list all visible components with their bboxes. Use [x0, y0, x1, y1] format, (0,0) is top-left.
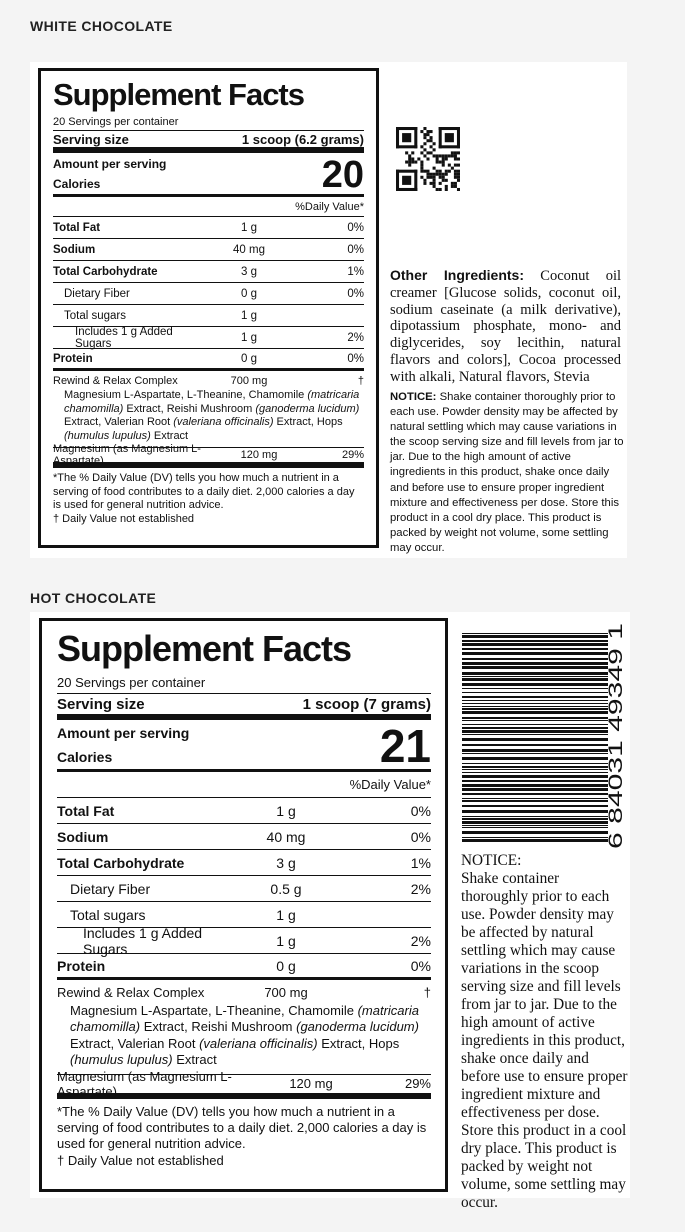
magnesium-row [57, 1068, 431, 1099]
nutrient-amount: 40 mg [266, 828, 306, 845]
magnesium-dv: 29% [341, 449, 364, 461]
complex-dv: † [357, 375, 364, 387]
serving-size-row [53, 131, 364, 153]
complex-amount: 700 mg [230, 375, 268, 387]
section-title-white-chocolate: WHITE CHOCOLATE [30, 18, 173, 34]
complex-amount: 700 mg [264, 985, 308, 1000]
complex-row [57, 980, 431, 1000]
serving-size-label: Serving size [57, 695, 145, 713]
other-ingredients [390, 267, 621, 386]
nutrient-name: Total Carbohydrate [57, 854, 185, 871]
complex-ingredient-part: Magnesium L-Aspartate, L-Theanine, Chamomile [64, 389, 308, 401]
nutrient-daily-value: 1% [410, 854, 431, 871]
nutrient-amount: 1 g [241, 221, 257, 234]
complex-ingredients [53, 387, 364, 448]
complex-dv: † [423, 985, 431, 1000]
complex-ingredient-part: Extract, Valerian Root [70, 1035, 200, 1051]
nutrient-daily-value: 0% [410, 957, 431, 974]
complex-name: Rewind & Relax Complex [53, 375, 178, 387]
complex-name: Rewind & Relax Complex [57, 985, 205, 1000]
complex-ingredient-part: (matricaria chamomilla) [64, 389, 360, 415]
other-ingredients-label: Other Ingredients: [390, 267, 524, 283]
nutrient-daily-value: 1% [347, 265, 364, 278]
notice-text: Shake container thoroughly prior to each use. Powder density may be affected by natural settling which may cause variations in the scoop serving size and fill levels from jar to jar. Due to the high amount of active ingredients in this product, shake once daily and before use to ensure proper ingredient mixture and effectiveness per dose. Store this product in a cool dry place. This product is packed by weight not volume, some settling may occur. [461, 870, 628, 1211]
nutrient-name: Includes 1 g Added Sugars [83, 924, 203, 957]
complex-ingredient-part: Extract, Valerian Root [64, 416, 174, 428]
magnesium-row [53, 443, 364, 468]
nutrient-name: Total Fat [53, 221, 101, 234]
footnote: *The % Daily Value (DV) tells you how much a nutrient in a serving of food contributes to a daily diet. 2,000 calories a day is used for general nutrition advice. [57, 1103, 427, 1152]
nutrient-row [53, 239, 364, 261]
complex-ingredient-part: (valeriana officinalis) [173, 416, 274, 428]
calories-label: Calories [57, 749, 113, 765]
nutrient-amount: 0 g [241, 287, 257, 300]
nutrient-row [57, 850, 431, 876]
nutrient-row [53, 349, 364, 371]
notice-label: NOTICE: [390, 391, 437, 403]
complex-ingredient-part: (matricaria chamomilla) [70, 1003, 419, 1035]
serving-size-value: 1 scoop (6.2 grams) [241, 131, 364, 147]
servings-per-container: 20 Servings per container [57, 667, 431, 694]
nutrient-name: Protein [53, 352, 93, 365]
magnesium-name: Magnesium (as Magnesium L-Aspartate) [53, 443, 201, 467]
supplement-facts-title: Supplement Facts [53, 77, 304, 112]
other-ingredients-text: Coconut oil creamer [Glucose solids, coconut oil, sodium caseinate (a milk derivative), dipotassium phosphate, mono- and diglycerides, soy lecithin, natural flavors and colors], Cocoa processed with alkali, Natural flavors, Stevia [390, 268, 621, 385]
white-supplement-facts [38, 68, 379, 548]
complex-ingredient-part: Extract [150, 429, 189, 442]
nutrient-amount: 3 g [276, 854, 296, 871]
footnote-dv-not-established: † Daily Value not established [53, 512, 195, 525]
calories-row [53, 153, 364, 197]
notice-text: Shake container thoroughly prior to each use. Powder density may be affected by natural settling which may cause variations in the scoop serving size and fill levels from jar to jar. Due to the high amount of active ingredients in this product, shake once daily and before use to ensure proper ingredient mixture and effectiveness per dose. Store this product in a cool dry place. This product is packed by weight not volume, some settling may occur. [390, 391, 624, 554]
serving-size-label: Serving size [53, 131, 129, 147]
notice-white [390, 390, 624, 556]
nutrient-row [53, 217, 364, 239]
nutrient-name: Sodium [57, 828, 109, 845]
nutrient-daily-value: 0% [410, 828, 431, 845]
calories-value: 20 [321, 154, 364, 196]
nutrient-rows [57, 798, 431, 980]
nutrient-name: Sodium [53, 243, 96, 256]
footnote: *The % Daily Value (DV) tells you how much a nutrient in a serving of food contributes to a daily diet. 2,000 calories a day is used for general nutrition advice. [53, 472, 355, 511]
nutrient-row [57, 954, 431, 980]
servings-per-container: 20 Servings per container [53, 110, 364, 131]
nutrient-daily-value: 2% [410, 932, 431, 949]
daily-value-header: %Daily Value* [53, 197, 364, 217]
nutrient-amount: 1 g [241, 309, 257, 322]
nutrient-daily-value: 0% [347, 221, 364, 234]
nutrient-daily-value: 0% [347, 352, 364, 365]
complex-ingredient-part: Extract [172, 1052, 217, 1068]
magnesium-name: Magnesium (as Magnesium L-Aspartate) [57, 1068, 232, 1099]
notice-label: NOTICE: [461, 852, 522, 869]
nutrient-amount: 3 g [241, 265, 257, 278]
nutrient-name: Includes 1 g Added Sugars [75, 325, 173, 350]
complex-ingredient-part: Extract, Reishi Mushroom [123, 402, 256, 415]
nutrient-amount: 1 g [276, 932, 296, 949]
nutrient-name: Total sugars [70, 906, 146, 923]
amount-per-serving-label: Amount per serving [57, 725, 190, 741]
nutrient-amount: 1 g [241, 331, 257, 344]
serving-size-value: 1 scoop (7 grams) [302, 695, 431, 713]
nutrient-amount: 1 g [276, 802, 296, 819]
qr-code-icon [396, 127, 460, 191]
magnesium-dv: 29% [404, 1076, 431, 1092]
nutrient-row [53, 283, 364, 305]
complex-ingredient-part: Magnesium L-Aspartate, L-Theanine, Chamomile [70, 1003, 358, 1018]
notice-hot [461, 852, 629, 1212]
complex-row [53, 371, 364, 387]
magnesium-amount: 120 mg [240, 449, 278, 461]
nutrient-name: Total Fat [57, 802, 115, 819]
hot-supplement-facts [39, 618, 448, 1192]
barcode-icon [460, 617, 630, 851]
nutrient-amount: 40 mg [233, 243, 265, 256]
complex-ingredient-part: Extract, Reishi Mushroom [140, 1019, 297, 1035]
nutrient-name: Dietary Fiber [64, 287, 130, 300]
complex-ingredient-part: Extract, Hops [273, 416, 343, 428]
nutrient-daily-value: 0% [410, 802, 431, 819]
complex-ingredient-part: Extract, Hops [317, 1035, 400, 1051]
magnesium-amount: 120 mg [289, 1076, 333, 1092]
serving-size-row [57, 694, 431, 720]
nutrient-row [57, 824, 431, 850]
daily-value-header: %Daily Value* [57, 772, 431, 798]
complex-ingredient-part: (humulus lupulus) [70, 1052, 173, 1068]
nutrient-daily-value: 2% [347, 331, 364, 344]
nutrient-daily-value: 2% [410, 880, 431, 897]
footnote-dv-not-established: † Daily Value not established [57, 1152, 224, 1168]
supplement-facts-title: Supplement Facts [57, 628, 352, 669]
amount-per-serving-label: Amount per serving [53, 157, 167, 171]
nutrient-amount: 0 g [241, 352, 257, 365]
nutrient-row [53, 261, 364, 283]
barcode-number: 6 84031 49349 1 [606, 706, 627, 849]
calories-row [57, 720, 431, 772]
nutrient-amount: 0.5 g [270, 880, 302, 897]
calories-label: Calories [53, 177, 101, 191]
nutrient-row [53, 327, 364, 349]
section-title-hot-chocolate: HOT CHOCOLATE [30, 590, 157, 606]
nutrient-rows [53, 217, 364, 371]
complex-ingredient-part: (humulus lupulus) [64, 429, 151, 442]
complex-ingredient-part: (valeriana officinalis) [199, 1035, 318, 1051]
nutrient-daily-value: 0% [347, 287, 364, 300]
nutrient-name: Total sugars [64, 309, 127, 322]
nutrient-amount: 1 g [276, 906, 296, 923]
complex-ingredients [57, 1000, 431, 1075]
nutrient-row [57, 798, 431, 824]
nutrient-row [57, 876, 431, 902]
nutrient-name: Dietary Fiber [70, 880, 151, 897]
complex-ingredient-part: (ganoderma lucidum) [296, 1019, 419, 1035]
calories-value: 21 [379, 720, 431, 772]
complex-ingredient-part: (ganoderma lucidum) [255, 402, 360, 415]
nutrient-row [53, 305, 364, 327]
nutrient-row [57, 924, 431, 957]
nutrient-name: Total Carbohydrate [53, 265, 158, 278]
nutrient-amount: 0 g [276, 957, 296, 974]
nutrient-name: Protein [57, 957, 106, 974]
nutrient-daily-value: 0% [347, 243, 364, 256]
